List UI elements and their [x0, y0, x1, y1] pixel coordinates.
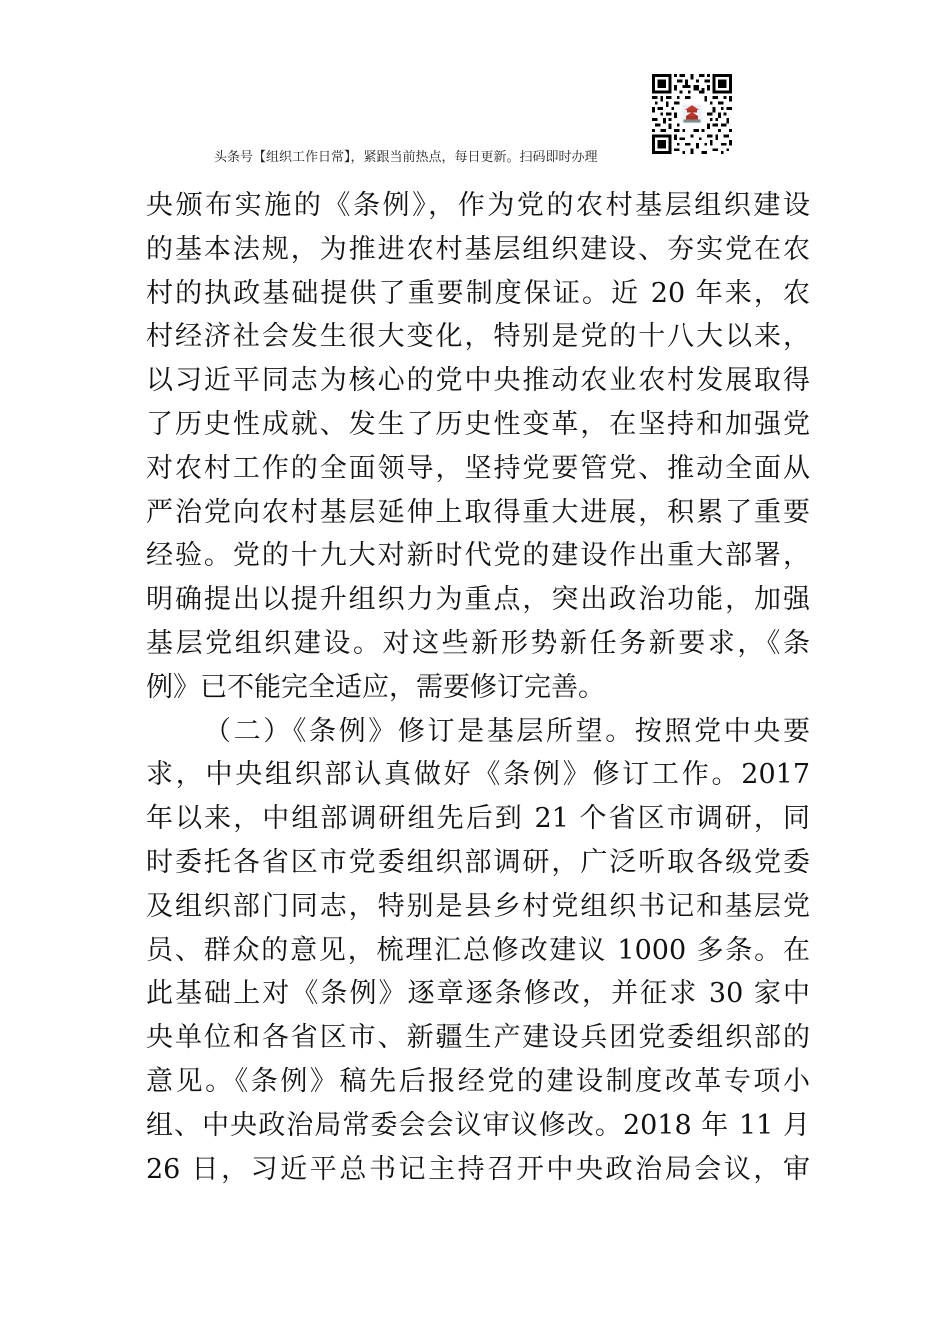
paragraph-line: 组、中央政治局常委会会议审议修改。2018 年 11 月 — [146, 1109, 810, 1141]
paragraph-line: 的基本法规，为推进农村基层组织建设、夯实党在农 — [146, 233, 810, 265]
header-caption: 头条号【组织工作日常】，紧跟当前热点，每日更新。扫码即时办理 — [214, 150, 598, 165]
paragraph-line: 央单位和各省区市、新疆生产建设兵团党委组织部的 — [146, 1022, 810, 1054]
qr-code-icon — [652, 74, 732, 154]
paragraph-line: 严治党向农村基层延伸上取得重大进展，积累了重要 — [146, 496, 810, 528]
paragraph-line: 经验。党的十九大对新时代党的建设作出重大部署， — [146, 540, 810, 572]
paragraph-line: 例》已不能完全适应，需要修订完善。 — [146, 671, 605, 703]
paragraph-line: 及组织部门同志，特别是县乡村党组织书记和基层党 — [146, 890, 810, 922]
paragraph-line: 年以来，中组部调研组先后到 21 个省区市调研，同 — [146, 803, 810, 835]
paragraph-line: 26 日，习近平总书记主持召开中央政治局会议，审 — [146, 1153, 810, 1185]
section-heading-line: （二）《条例》修订是基层所望。按照党中央要 — [204, 715, 810, 747]
paragraph-line: 意见。《条例》稿先后报经党的建设制度改革专项小 — [146, 1065, 810, 1097]
document-body — [146, 184, 810, 1191]
paragraph-line: 对农村工作的全面领导，坚持党要管党、推动全面从 — [146, 452, 810, 484]
paragraph-line: 基层党组织建设。对这些新形势新任务新要求，《条 — [146, 627, 810, 659]
paragraph-line: 求，中央组织部认真做好《条例》修订工作。2017 — [146, 759, 810, 791]
paragraph-line: 以习近平同志为核心的党中央推动农业农村发展取得 — [146, 365, 810, 397]
paragraph-line: 了历史性成就、发生了历史性变革，在坚持和加强党 — [146, 408, 810, 440]
paragraph-line: 村的执政基础提供了重要制度保证。近 20 年来，农 — [146, 277, 810, 309]
paragraph-line: 村经济社会发生很大变化，特别是党的十八大以来， — [146, 321, 810, 353]
paragraph-line: 员、群众的意见，梳理汇总修改建议 1000 多条。在 — [146, 934, 810, 966]
paragraph-line: 此基础上对《条例》逐章逐条修改，并征求 30 家中 — [146, 978, 810, 1010]
paragraph-line: 央颁布实施的《条例》，作为党的农村基层组织建设 — [146, 190, 810, 221]
paragraph-line: 明确提出以提升组织力为重点，突出政治功能，加强 — [146, 584, 810, 616]
paragraph-line: 时委托各省区市党委组织部调研，广泛听取各级党委 — [146, 846, 810, 878]
